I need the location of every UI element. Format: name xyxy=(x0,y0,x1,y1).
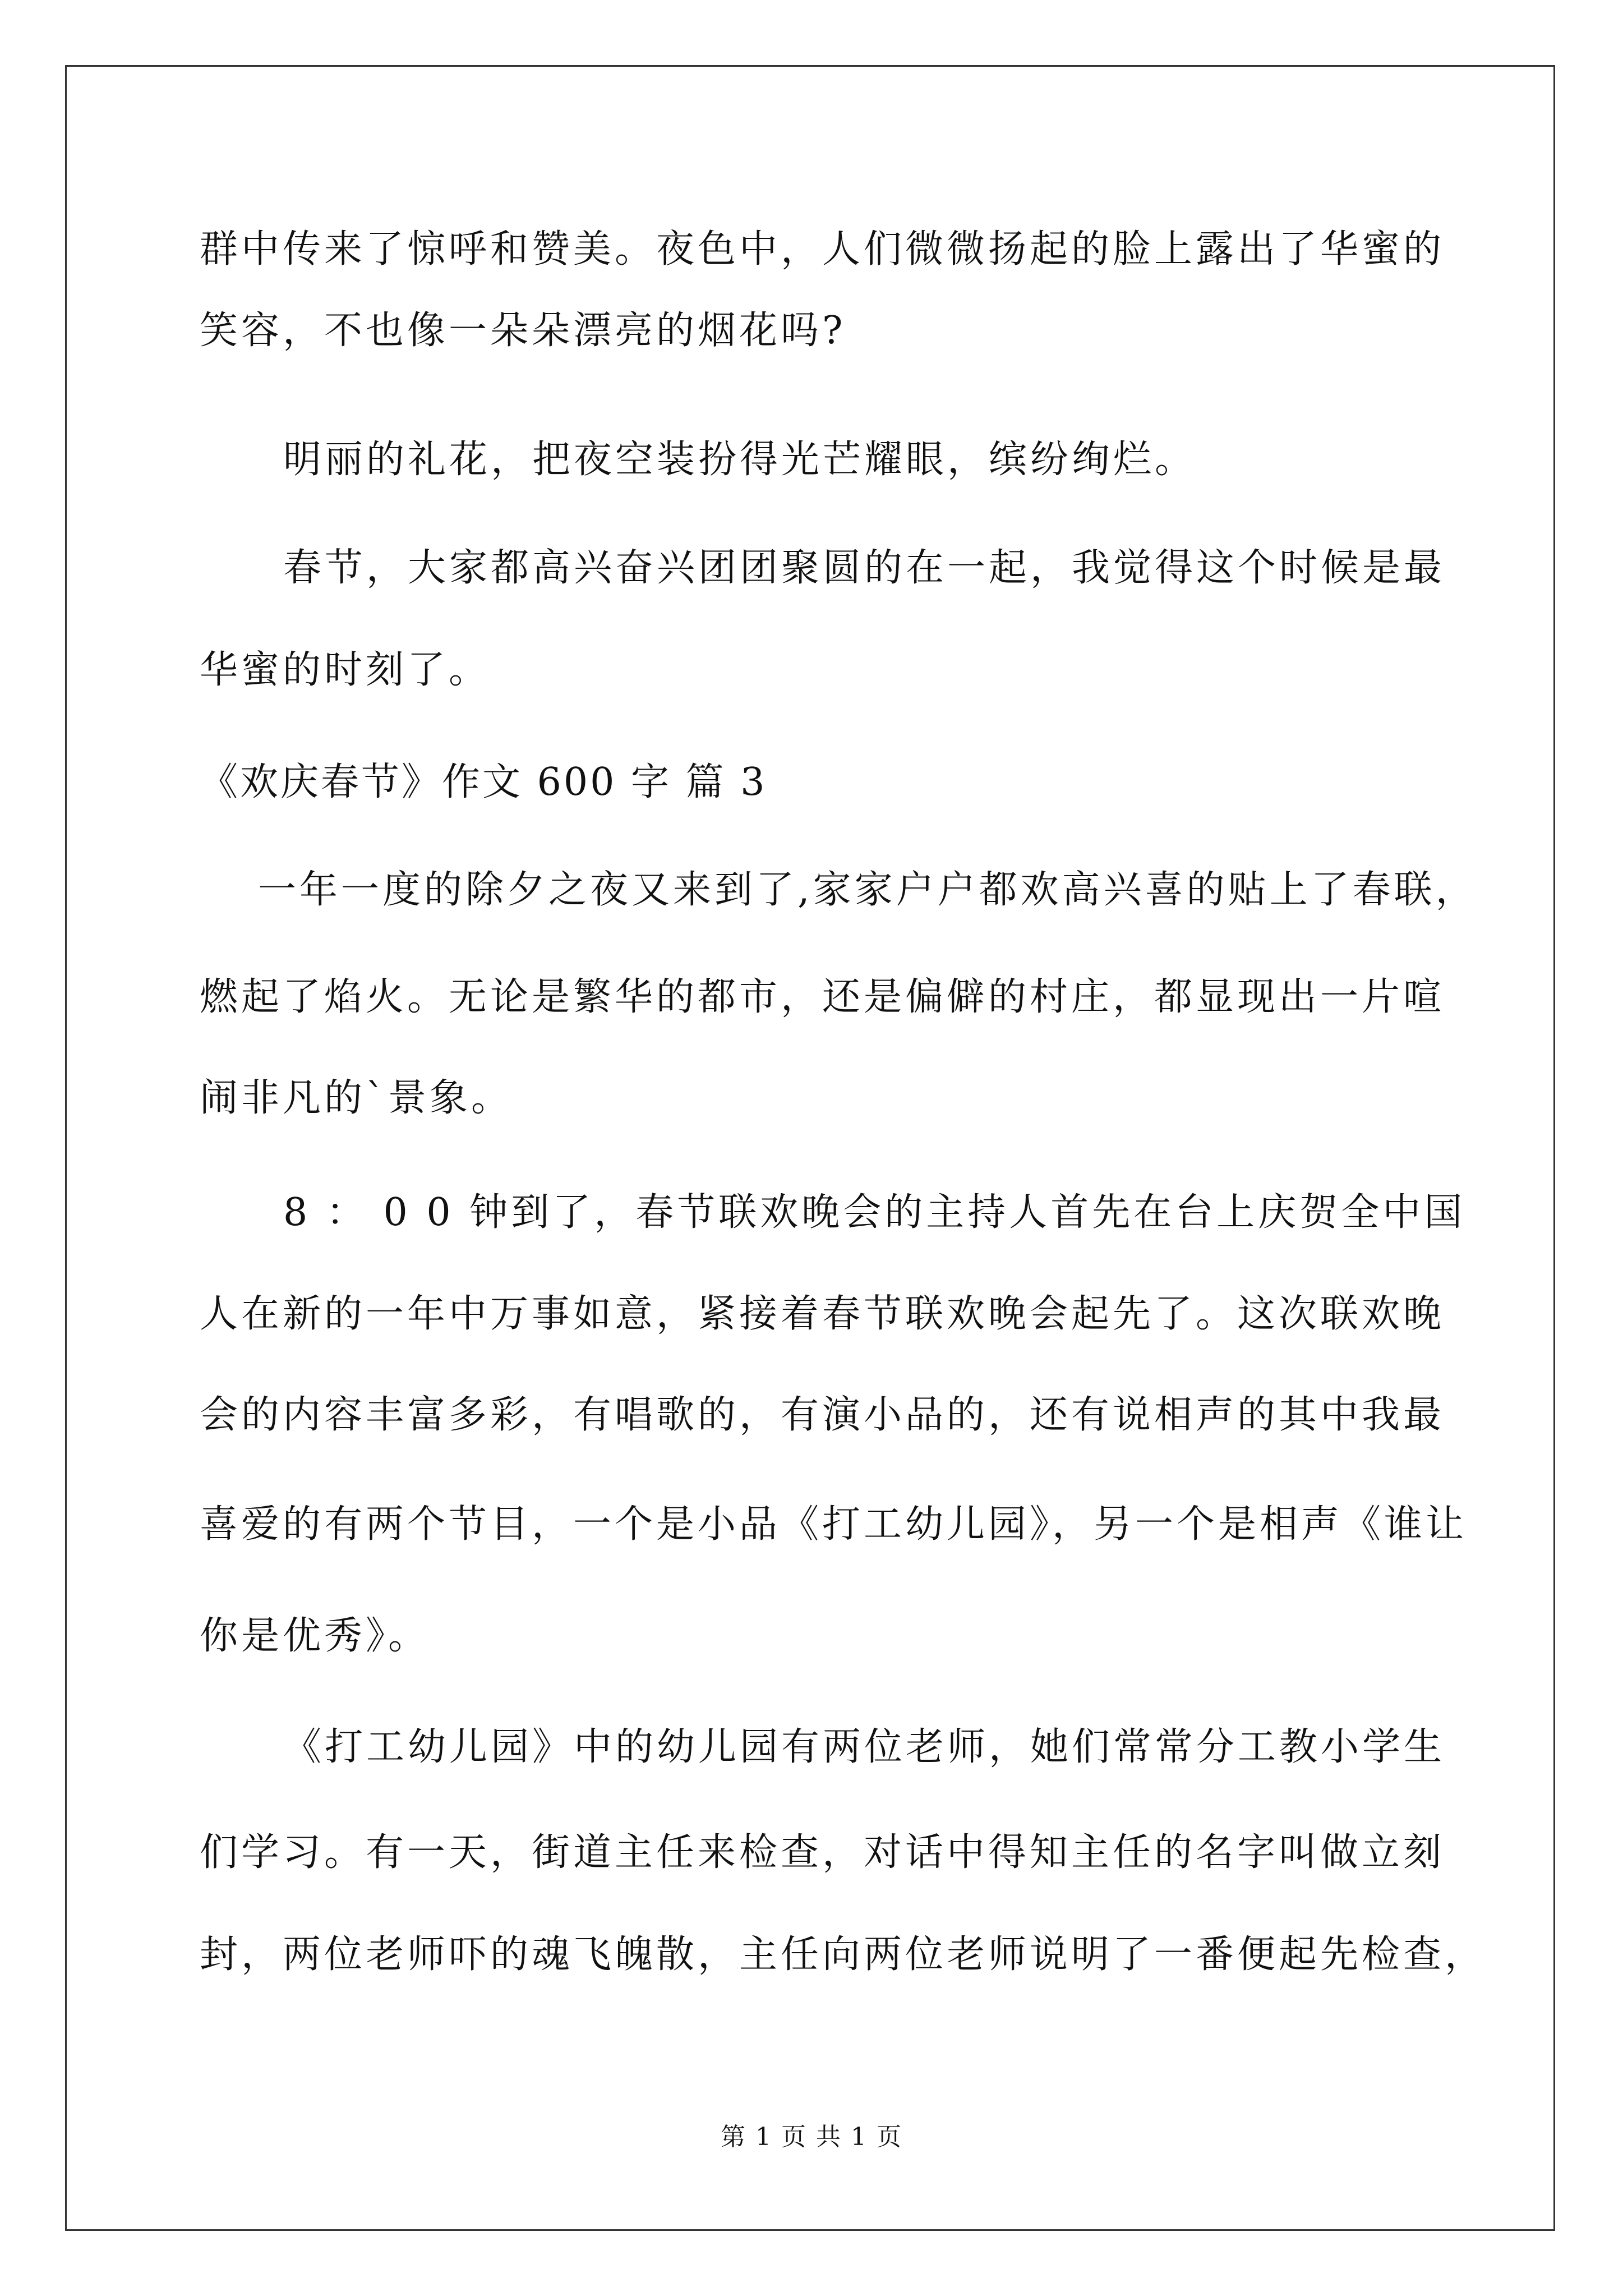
section-heading: 《欢庆春节》作文 600 字 篇 3 xyxy=(200,760,767,804)
paragraph-line: 燃起了焰火。无论是繁华的都市，还是偏僻的村庄，都显现出一片喧 xyxy=(200,975,1445,1019)
paragraph-line: 人在新的一年中万事如意，紧接着春节联欢晚会起先了。这次联欢晚 xyxy=(200,1292,1445,1336)
page-border xyxy=(65,65,1555,2231)
paragraph-line: 春节，大家都高兴奋兴团团聚圆的在一起，我觉得这个时候是最 xyxy=(283,546,1446,590)
paragraph-line: 笑容，不也像一朵朵漂亮的烟花吗? xyxy=(200,309,846,353)
paragraph-line: 喜爱的有两个节目，一个是小品《打工幼儿园》，另一个是相声《谁让 xyxy=(200,1502,1468,1547)
paragraph-line: 华蜜的时刻了。 xyxy=(200,648,491,692)
paragraph-line: 封，两位老师吓的魂飞魄散，主任向两位老师说明了一番便起先检查， xyxy=(200,1932,1487,1977)
paragraph-line: 8 ： 0 0 钟到了，春节联欢晚会的主持人首先在台上庆贺全中国 xyxy=(283,1190,1466,1235)
paragraph-line: 会的内容丰富多彩，有唱歌的，有演小品的，还有说相声的其中我最 xyxy=(200,1393,1445,1437)
paragraph-line: 一年一度的除夕之夜又来到了,家家户户都欢高兴喜的贴上了春联， xyxy=(258,868,1477,912)
paragraph-line: 你是优秀》。 xyxy=(200,1614,430,1658)
page-footer: 第 1 页 共 1 页 xyxy=(721,2123,902,2151)
paragraph-line: 闹非凡的`景象。 xyxy=(200,1076,513,1120)
paragraph-line: 群中传来了惊呼和赞美。夜色中，人们微微扬起的脸上露出了华蜜的 xyxy=(200,227,1445,272)
paragraph-line: 们学习。有一天，街道主任来检查，对话中得知主任的名字叫做立刻 xyxy=(200,1830,1445,1875)
paragraph-line: 明丽的礼花，把夜空装扮得光芒耀眼，缤纷绚烂。 xyxy=(283,438,1197,482)
paragraph-line: 《打工幼儿园》中的幼儿园有两位老师，她们常常分工教小学生 xyxy=(283,1725,1446,1769)
